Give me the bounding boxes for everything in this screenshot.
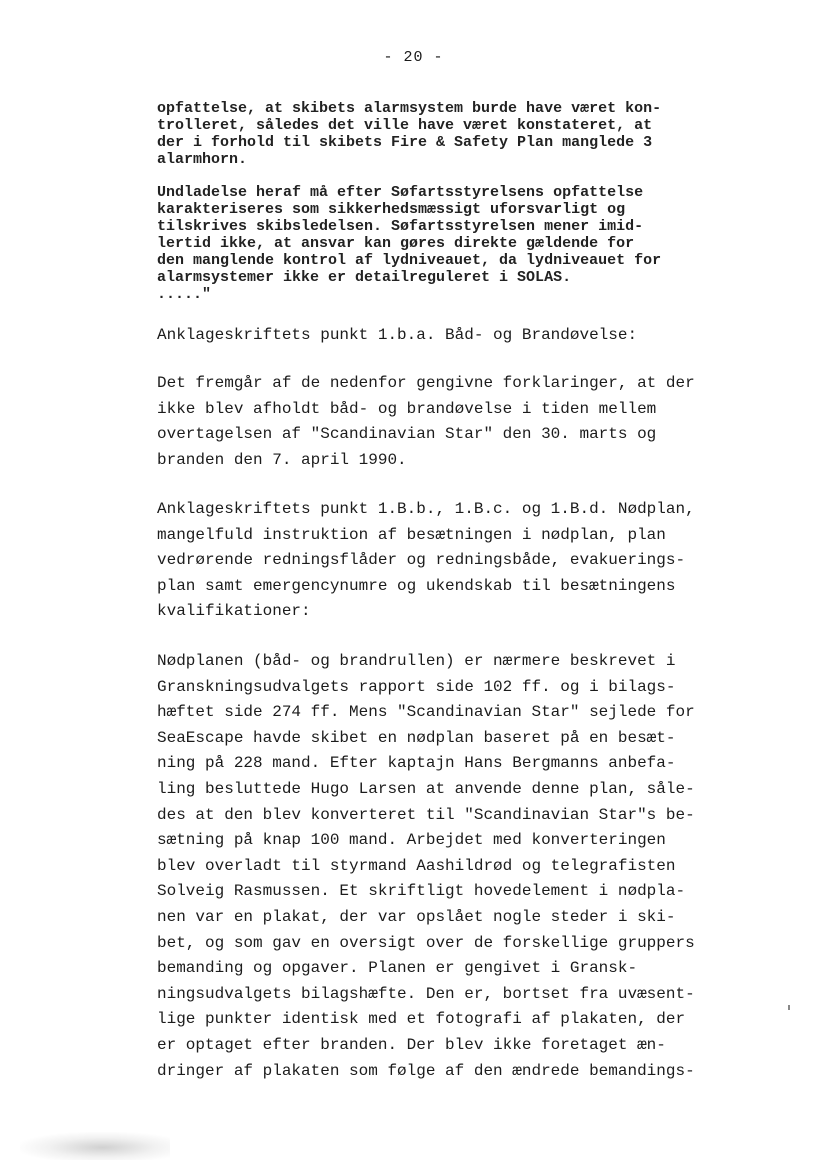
text-line: dringer af plakaten som følge af den ændrede bemandings- (157, 1061, 695, 1080)
quote-line: ....." (157, 286, 212, 303)
page-number: - 20 - (383, 49, 444, 66)
quote-line: alarmsystemer ikke er detailreguleret i SOLAS. (157, 269, 572, 286)
heading-line: kvalifikationer: (157, 602, 311, 621)
text-line: Solveig Rasmussen. Et skriftligt hovedelement i nødpla- (157, 882, 686, 901)
quote-line: alarmhorn. (157, 151, 248, 168)
text-line: lige punkter identisk med et fotografi af plakaten, der (157, 1010, 686, 1029)
text-line: ningsudvalgets bilagshæfte. Den er, bortset fra uvæsent- (157, 984, 695, 1003)
quote-line: karakteriseres som sikkerhedsmæssigt uforsvarligt og (157, 201, 626, 218)
heading-line: plan samt emergencynumre og ukendskab til besætningens (157, 576, 676, 595)
scan-speck (788, 1005, 790, 1010)
heading-line: Anklageskriftets punkt 1.b.a. Båd- og Brandøvelse: (157, 326, 638, 344)
text-line: hæftet side 274 ff. Mens "Scandinavian Star" sejlede for (157, 703, 695, 722)
quote-line: trolleret, således det ville have været konstateret, at (157, 117, 653, 134)
quote-line: tilskrives skibsledelsen. Søfartsstyrelsen mener imid- (157, 218, 644, 235)
text-line: blev overladt til styrmand Aashildrød og telegrafisten (157, 856, 676, 875)
heading-line: mangelfuld instruktion af besætningen i nødplan, plan (157, 525, 666, 544)
text-line: bemanding og opgaver. Planen er gengivet i Gransk- (157, 959, 638, 978)
text-line: ning på 228 mand. Efter kaptajn Hans Bergmanns anbefa- (157, 754, 676, 773)
quote-block-2 (157, 184, 737, 303)
quote-line: der i forhold til skibets Fire & Safety Plan manglede 3 (157, 134, 653, 151)
heading-line: Anklageskriftets punkt 1.B.b., 1.B.c. og 1.B.d. Nødplan, (157, 500, 695, 518)
quote-line: Undladelse heraf må efter Søfartsstyrelsens opfattelse (157, 184, 644, 201)
text-line: SeaEscape havde skibet en nødplan baseret på en besæt- (157, 728, 676, 747)
text-line: Granskningsudvalgets rapport side 102 ff. og i bilags- (157, 677, 676, 696)
text-line: nen var en plakat, der var opslået nogle steder i ski- (157, 907, 676, 926)
text-line: bet, og som gav en oversigt over de forskellige gruppers (157, 933, 695, 952)
heading-line: vedrørende redningsflåder og redningsbåde, evakuerings- (157, 551, 686, 570)
text-line: des at den blev konverteret til "Scandinavian Star"s be- (157, 805, 695, 824)
paragraph-drill (157, 371, 757, 473)
text-line: ling besluttede Hugo Larsen at anvende denne plan, såle- (157, 779, 695, 798)
paragraph-emergency-plan (157, 649, 757, 1084)
text-line: overtagelsen af "Scandinavian Star" den 30. marts og (157, 425, 657, 444)
section-heading-boat-fire-drill (157, 323, 757, 349)
text-line: sætning på knap 100 mand. Arbejdet med konverteringen (157, 831, 666, 850)
quote-line: den manglende kontrol af lydniveauet, da lydniveauet for (157, 252, 662, 269)
quote-block-1 (157, 100, 737, 168)
quote-line: opfattelse, at skibets alarmsystem burde have været kon- (157, 100, 662, 117)
text-line: Det fremgår af de nedenfor gengivne forklaringer, at der (157, 374, 695, 392)
scan-smudge (20, 1132, 170, 1160)
text-line: er optaget efter branden. Der blev ikke foretaget æn- (157, 1035, 666, 1054)
text-line: Nødplanen (båd- og brandrullen) er nærmere beskrevet i (157, 652, 676, 670)
text-line: ikke blev afholdt båd- og brandøvelse i tiden mellem (157, 399, 657, 418)
quote-line: lertid ikke, at ansvar kan gøres direkte gældende for (157, 235, 635, 252)
section-heading-emergency-plan (157, 497, 757, 625)
text-line: branden den 7. april 1990. (157, 450, 407, 469)
